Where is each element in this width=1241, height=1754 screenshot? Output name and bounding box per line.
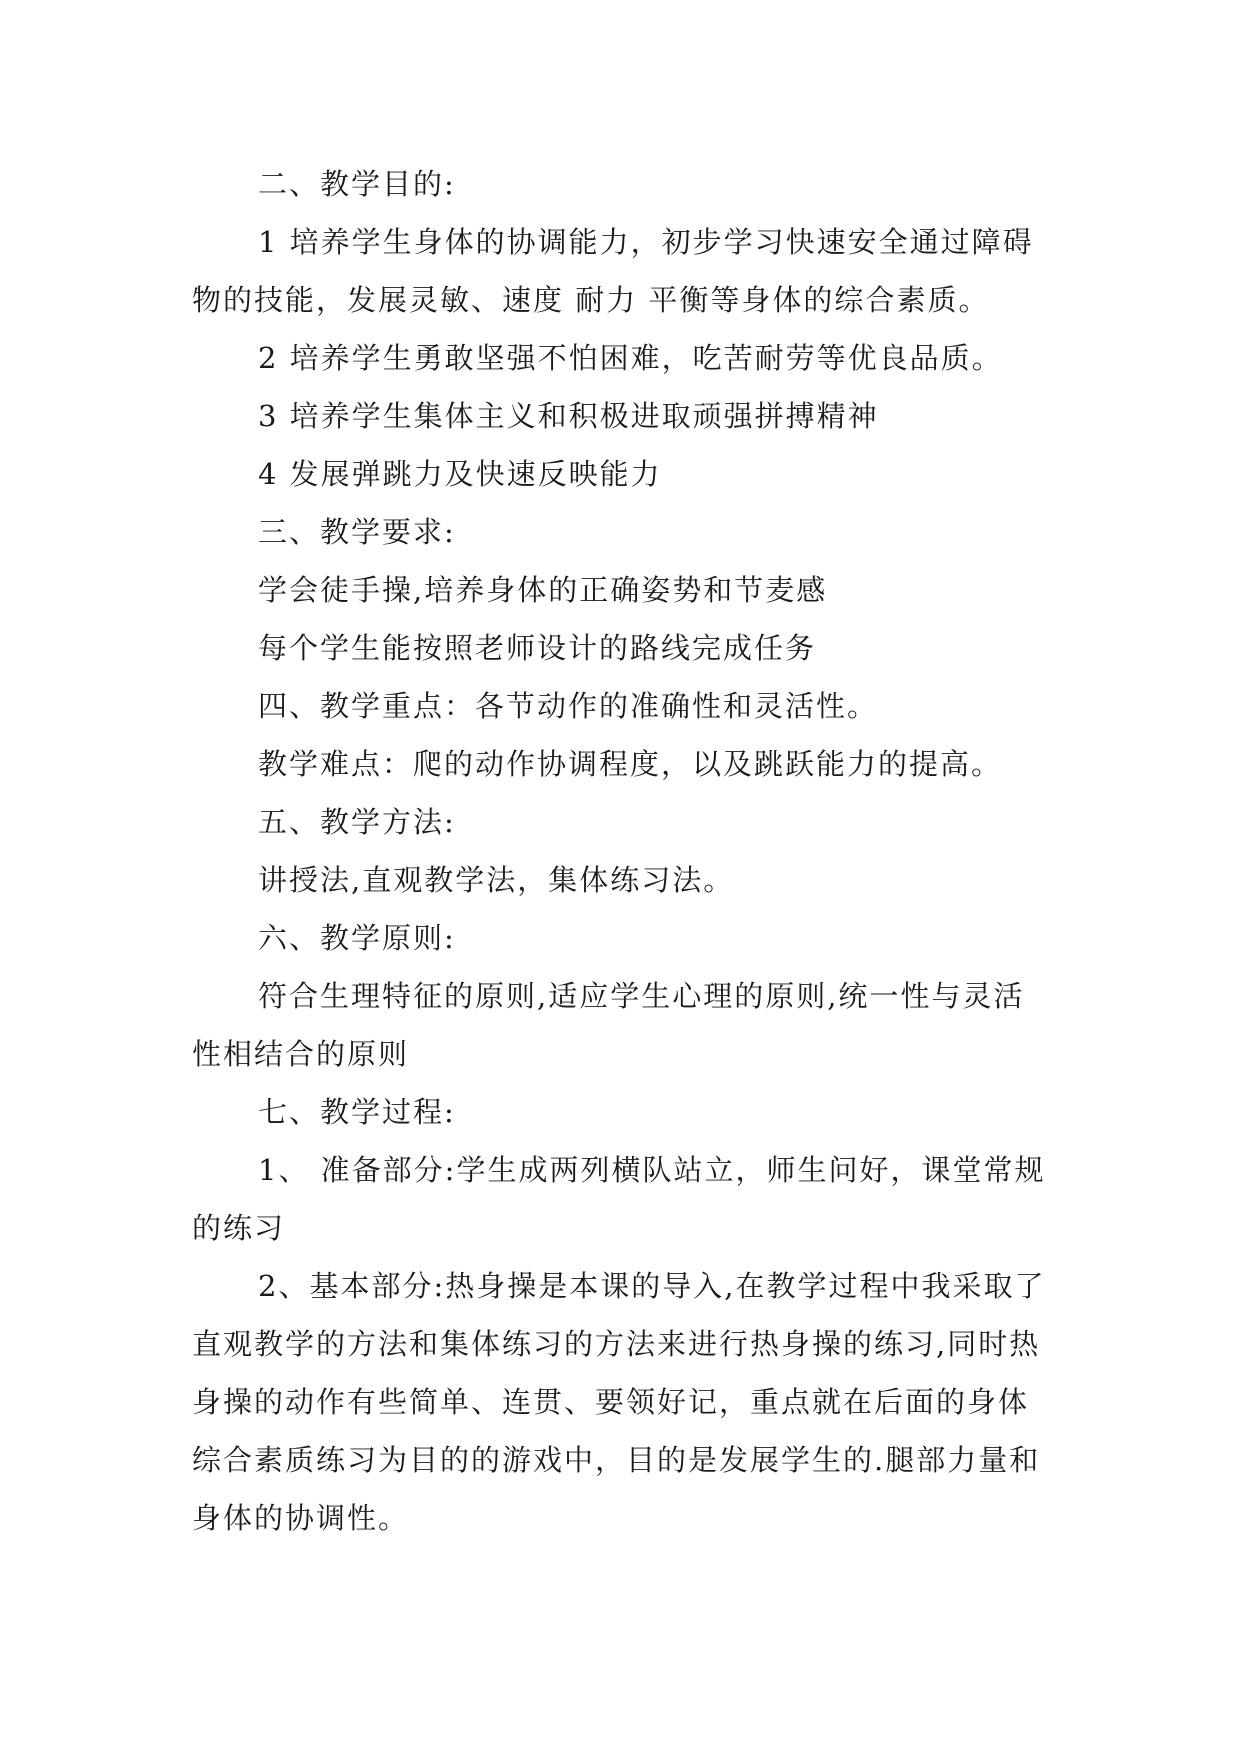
teaching-difficulty: 教学难点：爬的动作协调程度，以及跳跃能力的提高。 [258,747,1003,781]
objective-4: 4 发展弹跳力及快速反映能力 [258,457,662,491]
objective-1: 1 培养学生身体的协调能力，初步学习快速安全通过障碍物的技能，发展灵敏、速度 耐力 平衡等身体的综合素质。 [192,225,1034,317]
heading-teaching-principles: 六、教学原则: [258,921,456,955]
objective-2: 2 培养学生勇敢坚强不怕困难，吃苦耐劳等优良品质。 [258,341,1003,375]
heading-teaching-requirements: 三、教学要求: [258,515,456,549]
teaching-principles-text: 符合生理特征的原则,适应学生心理的原则,统一性与灵活性相结合的原则 [192,979,1025,1071]
heading-teaching-objectives: 二、教学目的: [258,167,456,201]
requirement-1: 学会徒手操,培养身体的正确姿势和节麦感 [258,573,828,607]
teaching-methods-text: 讲授法,直观教学法，集体练习法。 [258,863,735,897]
requirement-2: 每个学生能按照老师设计的路线完成任务 [258,631,817,665]
process-basic-part: 2、基本部分:热身操是本课的导入,在教学过程中我采取了直观教学的方法和集体练习的方法来进行热身操的练习,同时热身操的动作有些简单、连贯、要领好记，重点就在后面的身体综合素质练习为目的的游戏中，目的是发展学生的.腿部力量和身体的协调性。 [192,1269,1046,1535]
process-preparation: 1、 准备部分:学生成两列横队站立，师生问好，课堂常规的练习 [192,1153,1046,1245]
heading-teaching-focus: 四、教学重点：各节动作的准确性和灵活性。 [258,689,879,723]
heading-teaching-process: 七、教学过程: [258,1095,456,1129]
objective-3: 3 培养学生集体主义和积极进取顽强拼搏精神 [258,399,879,433]
heading-teaching-methods: 五、教学方法: [258,805,456,839]
